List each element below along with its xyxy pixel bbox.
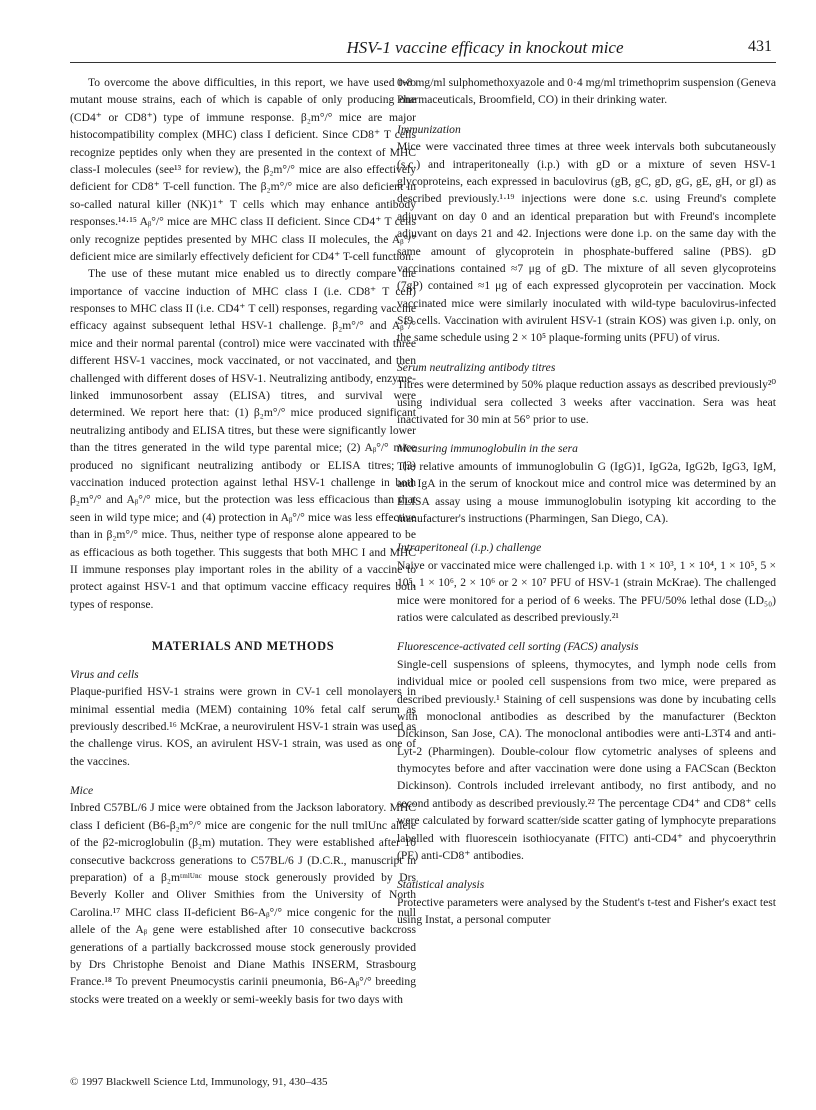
intro-paragraph-2: The use of these mutant mice enabled us to directly compare the importance of vaccine induction of MHC class I (i.e. CD8⁺ T cell) responses to MHC class II (i.e. CD4⁺ T cell) responses, regarding vaccine efficacy against subsequent lethal HSV-1 challenge. β₂m°/° and Aᵦ°/° mice and their normal parental (control) mice were vaccinated with three different HSV-1 vaccines, mock vaccinated, or not vaccinated, and then challenged with different doses of HSV-1. Neutralizing antibody, enzyme-linked immunosorbent assay (ELISA) titres, and survival were determined. We report here that: (1) β₂m°/° mice produced significant neutralizing antibody and ELISA titres, but these were significantly lower than the titres generated in the wild type parental mice; (2) Aᵦ°/° mice produced no significant neutralizing antibody or ELISA titres; (3) vaccination induced protection against lethal HSV-1 challenge in both β₂m°/° and Aᵦ°/° mice, but the protection was less efficacious than that seen in wild type mice; and (4) protection in Aᵦ°/° mice was less effective than in β₂m°/° mice. Thus, neither type of response alone appeared to be as efficacious as both together. This suggests that both MHC I and MHC II immune responses play important roles in the ability of a vaccine to protect against HSV-1 and that optimum vaccine efficacy requires both types of response. (70, 267, 416, 611)
page-number: 431 (748, 38, 772, 55)
serum-text: Titres were determined by 50% plaque reduction assays as described previously²⁰ using individual sera collected 3 weeks after vaccination. Sera was heat inactivated for 30 min at 56° prior to use. (397, 378, 776, 427)
mice-heading: Mice (70, 784, 94, 798)
facs-text: Single-cell suspensions of spleens, thymocytes, and lymph node cells from individual mice or pooled cell suspensions from two mice, were prepared as described previously.¹ Staining of cell suspensions was done by incubating cells with monoclonal antibodies as described by the manufacturer (Beckton Dickinson, San Jose, CA). The monoclonal antibodies were anti-L3T4 and anti-Lyt-2 (Pharmingen). Double-colour flow cytometric analyses of spleens and thymocytes before and after vaccination were done using a FACScan (Beckton Dickinson). Controls included irrelevant antibody, no first antibody, and no second antibody as described previously.²² The percentage CD4⁺ and CD8⁺ cells were calculated by forward scatter/side scatter gating of lymphocyte preparations labelled with fluorescein isothiocyanate (FITC) anti-CD4⁺ and phycoerythrin (PE) anti-CD8⁺ antibodies. (397, 657, 776, 863)
left-column (70, 74, 416, 1008)
virus-text: Plaque-purified HSV-1 strains were grown in CV-1 cell monolayers in minimal essential media (MEM) containing 10% fetal calf serum as previously described.¹⁶ McKrae, a neurovirulent HSV-1 strain was used as the challenge virus. KOS, an avirulent HSV-1 strain, was used as one of the vaccines. (70, 685, 416, 768)
statistics-text: Protective parameters were analysed by the Student's t-test and Fisher's exact test using Instat, a personal computer (397, 895, 776, 927)
right-column (397, 74, 776, 929)
copyright-footer: © 1997 Blackwell Science Ltd, Immunology, 91, 430–435 (70, 1076, 328, 1088)
immunoglobulin-text: The relative amounts of immunoglobulin G (IgG)1, IgG2a, IgG2b, IgG3, IgM, and IgA in the serum of knockout mice and control mice was determined by an ELISA assay using a mouse immunoglobulin isotyping kit according to the manufacturer's instructions (Pharmingen, San Diego, CA). (397, 459, 776, 525)
ip-challenge-heading: Intraperitoneal (i.p.) challenge (397, 541, 542, 555)
immunization-heading: Immunization (397, 122, 461, 136)
virus-heading: Virus and cells (70, 667, 139, 681)
serum-heading: Serum neutralizing antibody titres (397, 360, 556, 374)
ip-challenge-text: Naive or vaccinated mice were challenged i.p. with 1 × 10³, 1 × 10⁴, 1 × 10⁵, 5 × 10⁵, 1 × 10⁶, 2 × 10⁶ or 2 × 10⁷ PFU of HSV-1 (strain McKrae). The challenged mice were monitored for a period of 6 weeks. The PFU/50% lethal dose (LD₅₀) ratios were calculated as described previously.²¹ (397, 558, 776, 624)
methods-heading: MATERIALS AND METHODS (151, 639, 335, 654)
immunoglobulin-heading: Measuring immunoglobulin in the sera (397, 442, 578, 456)
immunization-text: Mice were vaccinated three times at three week intervals both subcutaneously (s.c.) and intraperitoneally (i.p.) with gD or a mixture of seven HSV-1 glycoproteins, each expressed in baculovirus (gB, gC, gD, gG, gE, gH, or gI) as described previously.¹·¹⁹ injections were done s.c. using Freund's complete adjuvant on day 0 and an identical preparation but with Freund's incomplete adjuvant on days 21 and 42. Injections were done i.p. on the same day with the same amount of glycoprotein in phosphate-buffered saline (PBS). gD vaccinations contained ≈7 μg of gD. The mixture of all seven glycoproteins (7gP) contained ≈1 μg of each expressed glycoprotein per vaccination. Mock vaccinated mice were similarly inoculated with wild-type baculovirus-infected Sf9 cells. Vaccination with avirulent HSV-1 (strain KOS) was given i.p. only, on the same schedule using 2 × 10⁵ plaque-forming units (PFU) of virus. (397, 140, 776, 345)
running-title: HSV-1 vaccine efficacy in knockout mice (346, 38, 624, 57)
facs-heading: Fluorescence-activated cell sorting (FACS) analysis (397, 640, 639, 654)
header-rule (70, 62, 776, 63)
mice-text: Inbred C57BL/6 J mice were obtained from the Jackson laboratory. MHC class I deficient (B6-β₂m°/° mice are congenic for the null tmlUnc allele of the β2-microglobulin (β₂m) mutation. They were established after 10 consecutive backcross generations to C57BL/6 J (D.C.R., manuscript in preparation) of a β₂mᵗᵐˡᵁⁿᶜ mouse stock generously provided by Drs Beverly Koller and Oliver Smithies from the University of North Carolina.¹⁷ MHC class II-deficient B6-Aᵦ°/° mice congenic for the null allele of the Aᵦ gene were established after 10 consecutive backcross generations of a partially backcrossed mouse stock generously provided by Drs Christophe Benoist and Diane Mathis INSERM, Strasbourg France.¹⁸ To prevent Pneumocystis carinii pneumonia, B6-Aᵦ°/° breeding stocks were treated on a weekly or semi-weekly basis for two days with (70, 801, 416, 1006)
statistics-heading: Statistical analysis (397, 878, 485, 892)
drinking-water-text: 0·8 mg/ml sulphomethoxyazole and 0·4 mg/ml trimethoprim suspension (Geneva Pharmaceuticals, Broomfield, CO) in their drinking water. (397, 76, 776, 107)
intro-paragraph-1: To overcome the above difficulties, in this report, we have used two mutant mouse strains, each of which is capable of only producing one (CD4⁺ or CD8⁺) type of immune response. β₂m°/° mice are major histocompatibility complex (MHC) class I deficient. Since CD8⁺ T cells recognize peptides only when they are presented in the context of MHC class-I molecules (see¹³ for review), the β₂m°/° mice are also effectively deficient for CD8⁺ T-cell function. The β₂m°/° mice are also deficient in so-called natural killer (NK)1⁺ T cells which may enhance antibody responses.¹⁴·¹⁵ Aᵦ°/° mice are MHC class II deficient. Since CD4⁺ T cells only recognize peptides presented by MHC class II molecules, the Aᵦ°/° deficient mice are similarly effectively deficient for CD4⁺ T-cell function. (70, 76, 416, 263)
